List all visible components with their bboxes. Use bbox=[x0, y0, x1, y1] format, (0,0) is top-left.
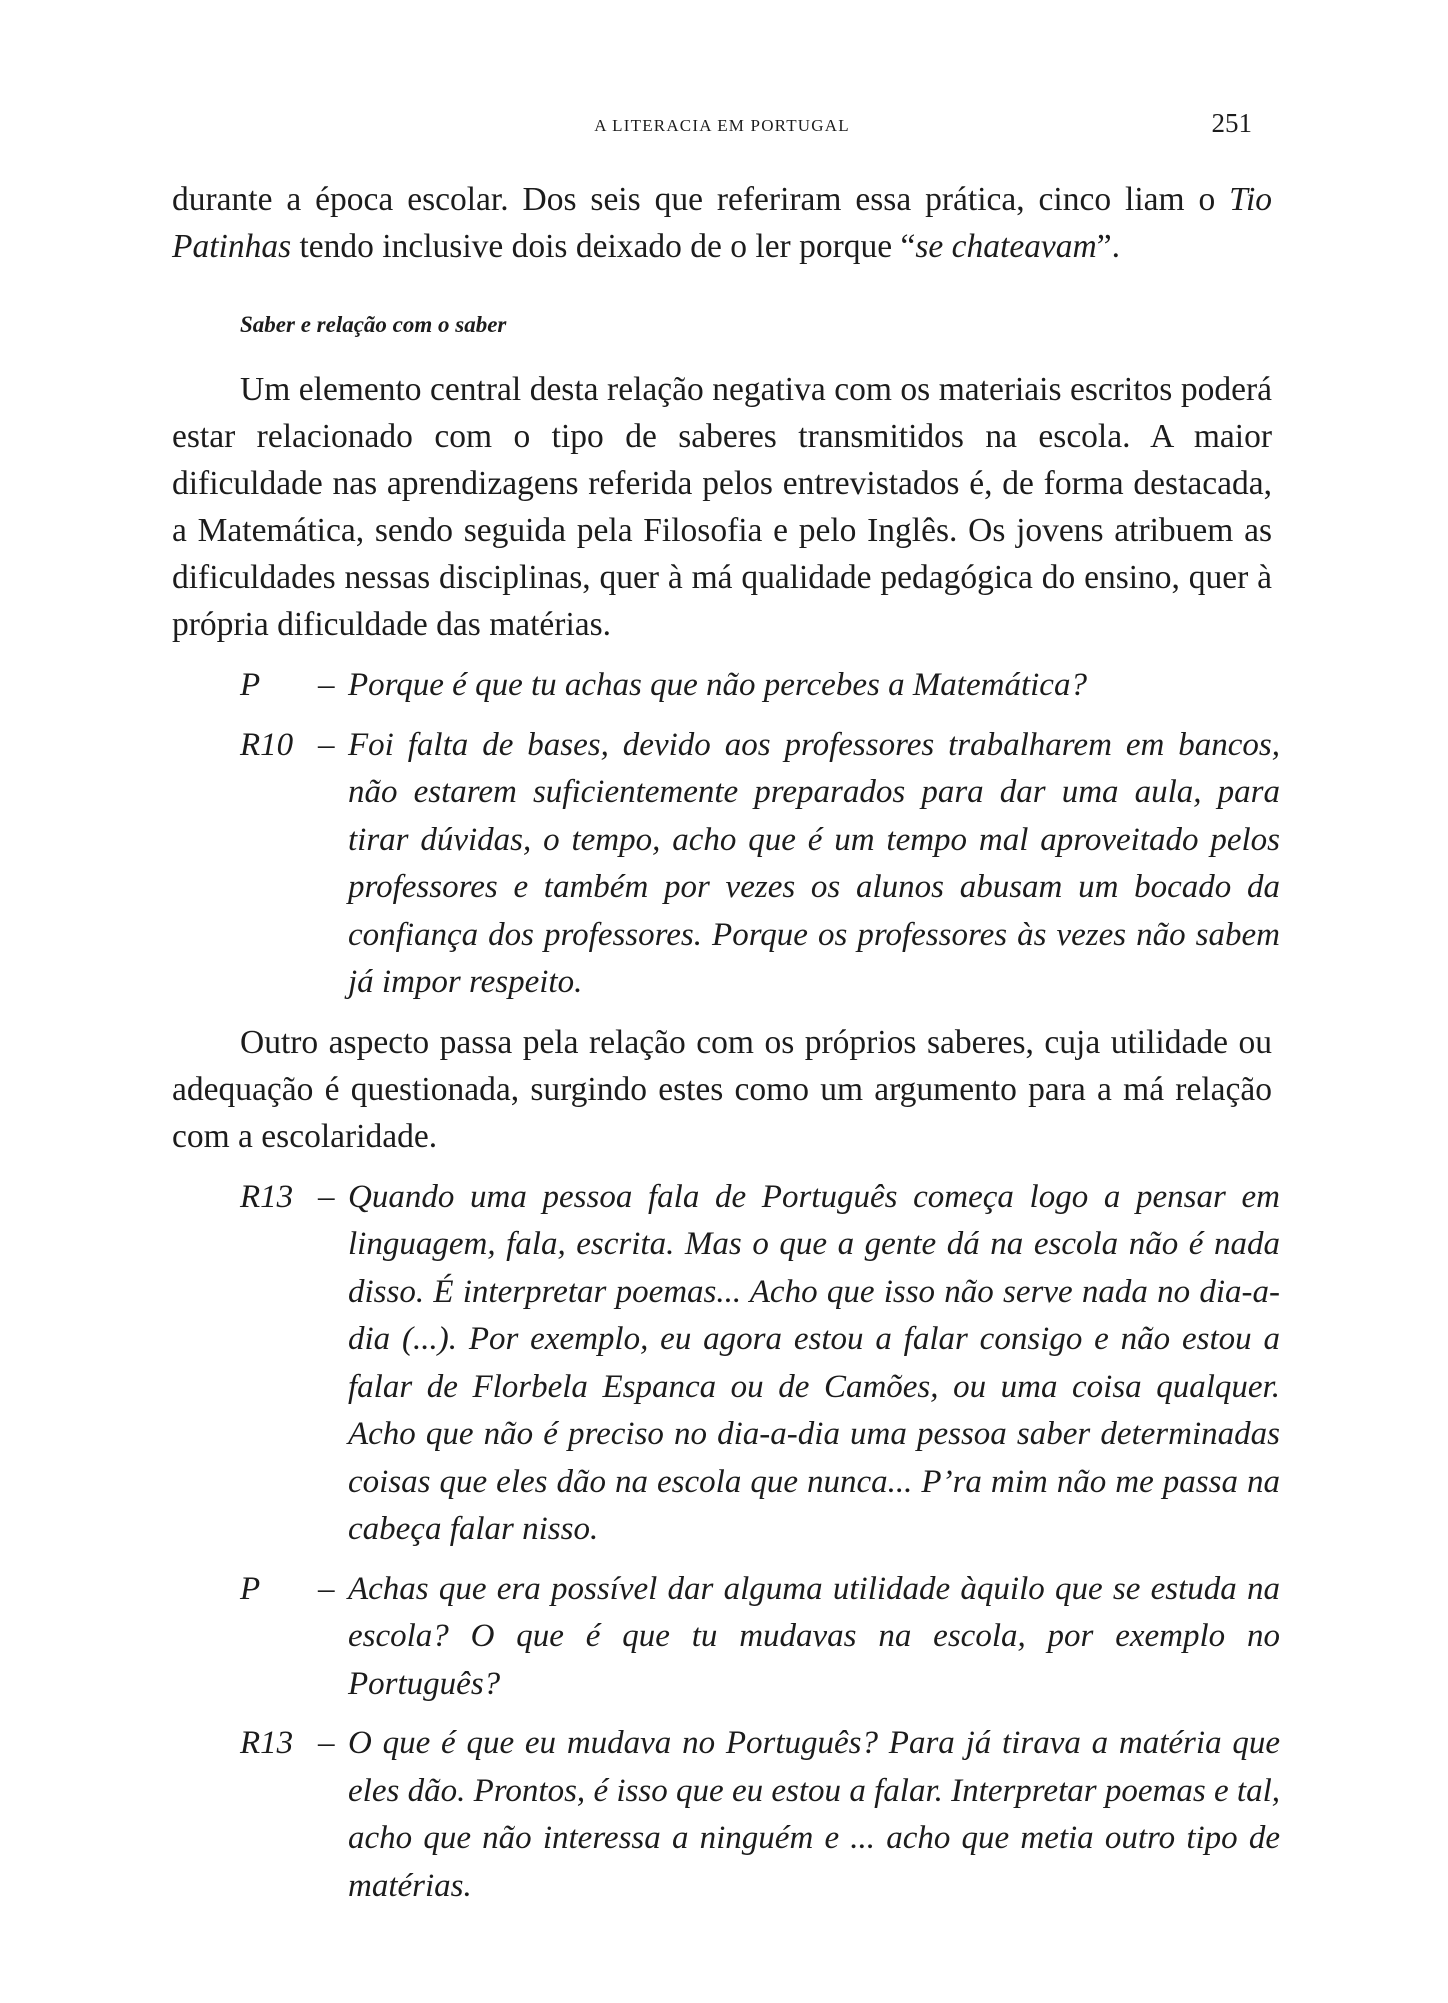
dialogue-dash: – bbox=[318, 726, 335, 763]
speaker-label: R13 bbox=[240, 1178, 294, 1215]
dialogue-dash: – bbox=[318, 1570, 335, 1607]
book-page bbox=[172, 108, 1280, 1922]
intro-italic-title: Tio Patinhas bbox=[172, 181, 1272, 265]
running-header bbox=[172, 108, 1272, 148]
body-paragraph-2: Outro aspecto passa pela relação com os próprios saberes, cuja utilidade ou adequação é questionada, surgindo estes como um argumento para a má relação com a escolaridade. bbox=[172, 1023, 1272, 1155]
dialogue-turn bbox=[240, 722, 1280, 1007]
intro-text-middle: tendo inclusive dois deixado de o ler porque “ bbox=[291, 228, 916, 265]
dialogue-turn bbox=[240, 1566, 1280, 1709]
section-heading: Saber e relação com o saber bbox=[240, 312, 507, 337]
dialogue-turn bbox=[240, 1174, 1280, 1554]
speech-text: Achas que era possível dar alguma utilidade àquilo que se estuda na escola? O que é que tu mudavas na escola, por exemplo no Português? bbox=[348, 1570, 1280, 1702]
body-paragraph-1: Um elemento central desta relação negativa com os materiais escritos poderá estar relacionado com o tipo de saberes transmitidos na escola. A maior dificuldade nas aprendizagens referida pelos entrevistados é, de forma destacada, a Matemática, sendo seguida pela Filosofia e pelo Inglês. Os jovens atribuem as dificuldades nessas disciplinas, quer à má qualidade pedagógica do ensino, quer à própria dificuldade das matérias. bbox=[172, 371, 1272, 643]
speech-text: Quando uma pessoa fala de Português começa logo a pensar em linguagem, fala, escrita. Mas o que a gente dá na escola não é nada disso. É interpretar poemas... Acho que isso não serve nada no dia-a-dia (...). Por exemplo, eu agora estou a falar consigo e não estou a falar de Florbela Espanca ou de Camões, ou uma coisa qualquer. Acho que não é preciso no dia-a-dia uma pessoa saber determinadas coisas que eles dão na escola que nunca... P’ra mim não me passa na cabeça falar nisso. bbox=[348, 1178, 1280, 1547]
intro-text-after: ”. bbox=[1096, 228, 1120, 265]
speaker-label: R13 bbox=[240, 1725, 294, 1761]
speech-text: O que é que eu mudava no Português? Para já tirava a matéria que eles dão. Prontos, é isso que eu estou a falar. Interpretar poemas e tal, acho que não interessa a ninguém e ... acho que metia outro tipo de matérias. bbox=[348, 1725, 1280, 1904]
speaker-label: P bbox=[240, 667, 261, 703]
interview-excerpt-1 bbox=[240, 662, 1280, 1007]
page-number: 251 bbox=[1211, 108, 1252, 138]
speaker-label: R10 bbox=[240, 726, 294, 763]
speech-text: Foi falta de bases, devido aos professores trabalharem em bancos, não estarem suficientemente preparados para dar uma aula, para tirar dúvidas, o tempo, acho que é um tempo mal aproveitado pelos professores e também por vezes os alunos abusam um bocado da confiança dos professores. Porque os professores às vezes não sabem já impor respeito. bbox=[348, 726, 1280, 1000]
speech-text: Porque é que tu achas que não percebes a Matemática? bbox=[348, 667, 1087, 703]
intro-text-before: durante a época escolar. Dos seis que referiram essa prática, cinco liam o bbox=[172, 181, 1230, 218]
dialogue-turn bbox=[240, 1720, 1280, 1910]
dialogue-turn bbox=[240, 662, 1280, 710]
speaker-label: P bbox=[240, 1570, 261, 1607]
dialogue-dash: – bbox=[318, 1725, 335, 1761]
intro-italic-quote: se chateavam bbox=[915, 228, 1097, 265]
intro-paragraph bbox=[172, 176, 1272, 270]
interview-excerpt-2 bbox=[240, 1174, 1280, 1911]
dialogue-dash: – bbox=[318, 667, 335, 703]
dialogue-dash: – bbox=[318, 1178, 335, 1215]
running-title: A LITERACIA EM PORTUGAL bbox=[594, 116, 850, 135]
